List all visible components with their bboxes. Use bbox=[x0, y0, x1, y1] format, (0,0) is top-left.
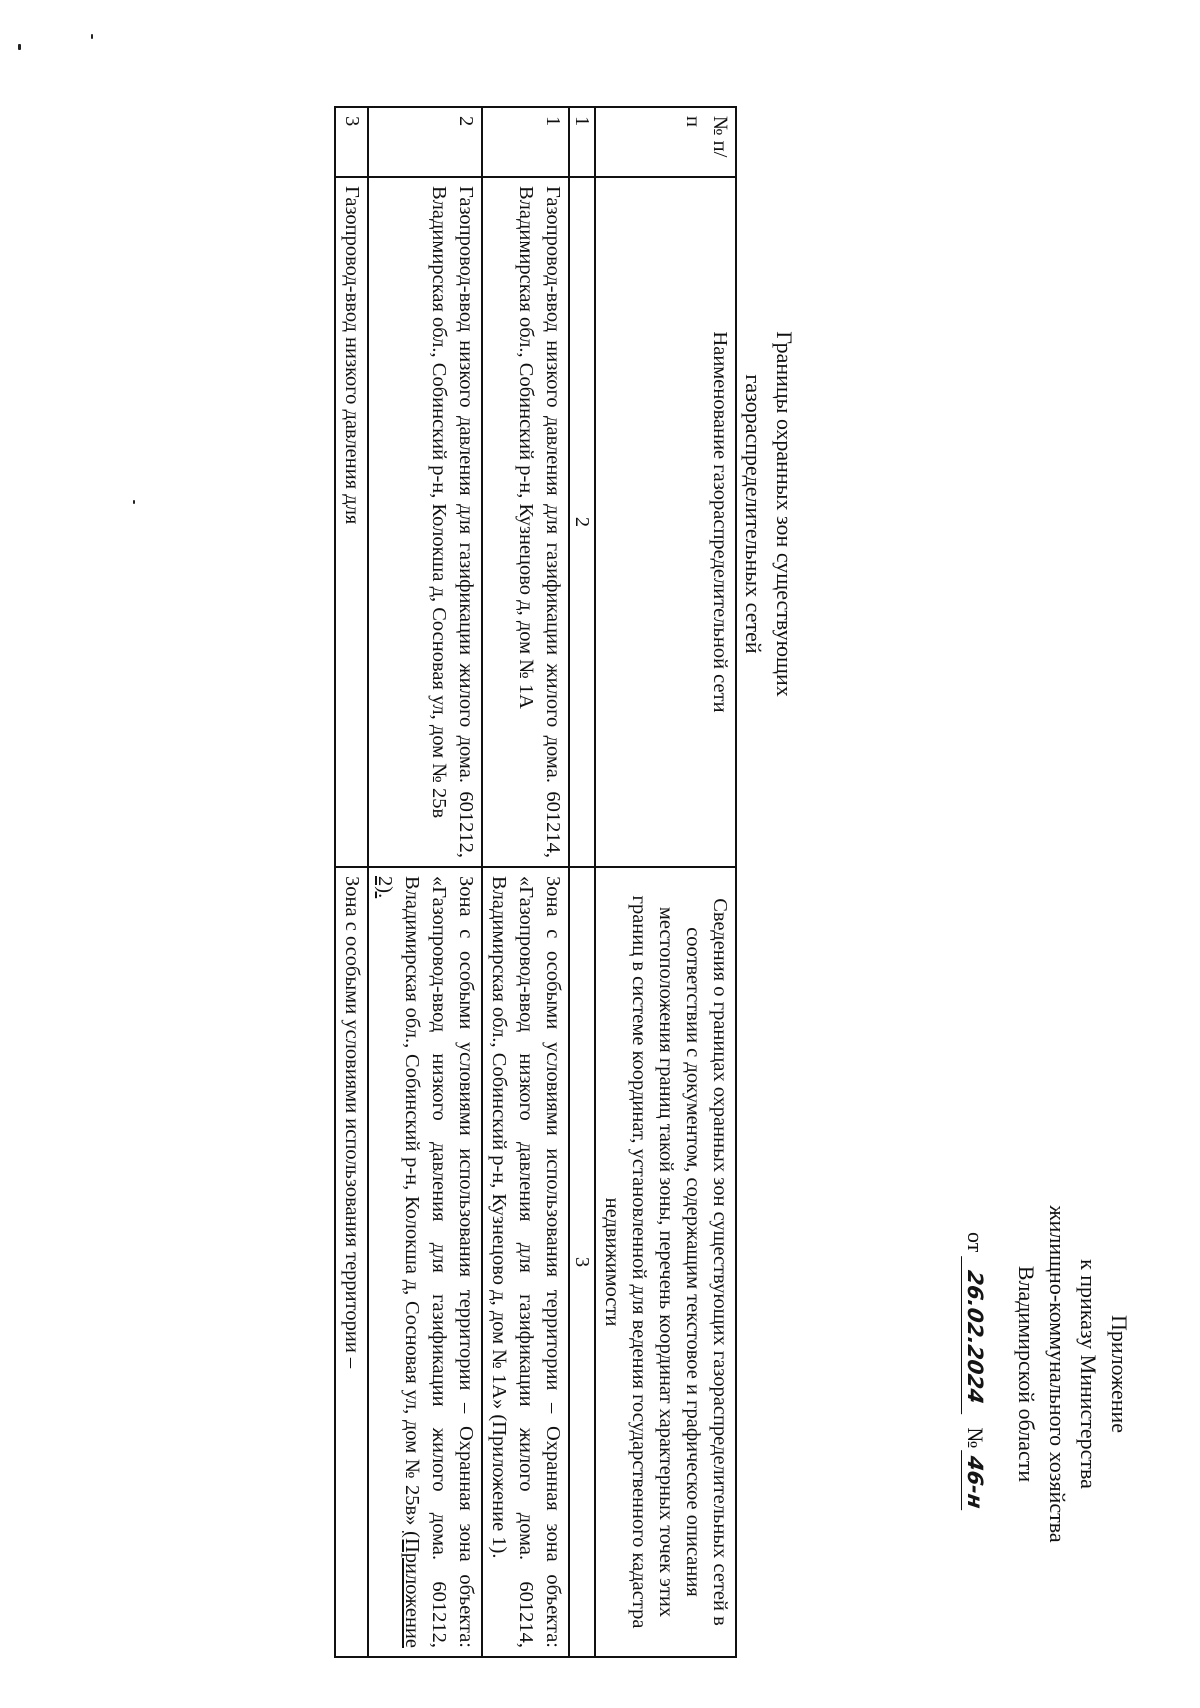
order-date-handwritten: 26.02.2024 bbox=[961, 1256, 988, 1418]
title-line-1: Границы охранных зон существующих bbox=[772, 331, 797, 697]
zone-info-cell: Зона с особыми условиями использования территории – Охранная зона объекта: «Газопровод-ввод низкого давления для газификации жилого дома. 601214, Владимирская обл., Собинский р-н, Кузнецово д, дом № 1А» (Приложение 1). bbox=[482, 867, 569, 1657]
appendix-header bbox=[960, 1114, 1135, 1634]
title-line-2: газораспределительных сетей bbox=[741, 374, 766, 654]
appendix-order-ref: к приказу Министерства bbox=[1076, 1259, 1101, 1489]
zone-info-text: Зона с особыми условиями использования территории – Охранная зона объекта: «Газопровод-ввод низкого давления для газификации жилого дома. 601212, Владимирская обл., Собинский р-н, Колокша д, Сосновая ул, дом № 25в» bbox=[401, 876, 477, 1648]
header-zone-info: Сведения о границах охранных зон существующих газораспределительных сетей в соответствии с документом, содержащим текстовое и графическое описания местоположения границ такой зоны, перечень координат характерных точек этих границ в системе координат, установленной для ведения государственного кадастра недвижимости bbox=[595, 867, 736, 1657]
appendix-reference: (Приложение 2). bbox=[374, 876, 423, 1648]
zone-info-cell bbox=[368, 867, 482, 1657]
network-name-cell: Газопровод-ввод низкого давления для газификации жилого дома. 601212, Владимирская обл., Собинский р-н, Колокша д, Сосновая ул, дом № 25в bbox=[368, 177, 482, 867]
number-sign: № bbox=[963, 1427, 988, 1449]
from-label: от bbox=[963, 1232, 988, 1253]
column-index-row bbox=[569, 107, 595, 1657]
row-number: 2 bbox=[368, 107, 482, 177]
appendix-ministry: жилищно-коммунального хозяйства bbox=[1045, 1205, 1070, 1543]
document-title bbox=[738, 234, 800, 794]
table-row bbox=[335, 107, 368, 1657]
header-number: № п/п bbox=[595, 107, 736, 177]
column-index-2: 2 bbox=[569, 177, 595, 867]
table-row bbox=[482, 107, 569, 1657]
protection-zones-table-wrapper bbox=[334, 106, 737, 1656]
order-number-handwritten: 46-н bbox=[961, 1450, 988, 1514]
row-number: 3 bbox=[335, 107, 368, 177]
protection-zones-table bbox=[334, 106, 737, 1658]
appendix-title: Приложение bbox=[1107, 1314, 1132, 1434]
rotated-document-content bbox=[20, 14, 1185, 1674]
column-index-3: 3 bbox=[569, 867, 595, 1657]
network-name-cell: Газопровод-ввод низкого давления для газификации жилого дома. 601214, Владимирская обл., Собинский р-н, Кузнецово д, дом № 1А bbox=[482, 177, 569, 867]
appendix-region: Владимирской области bbox=[1014, 1265, 1039, 1483]
header-network-name: Наименование газораспределительной сети bbox=[595, 177, 736, 867]
table-row bbox=[368, 107, 482, 1657]
row-number: 1 bbox=[482, 107, 569, 177]
table-header-row bbox=[595, 107, 736, 1657]
zone-info-cell: Зона с особыми условиями использования территории – bbox=[335, 867, 368, 1657]
column-index-1: 1 bbox=[569, 107, 595, 177]
order-date-number-line bbox=[960, 1114, 991, 1634]
network-name-cell: Газопровод-ввод низкого давления для bbox=[335, 177, 368, 867]
